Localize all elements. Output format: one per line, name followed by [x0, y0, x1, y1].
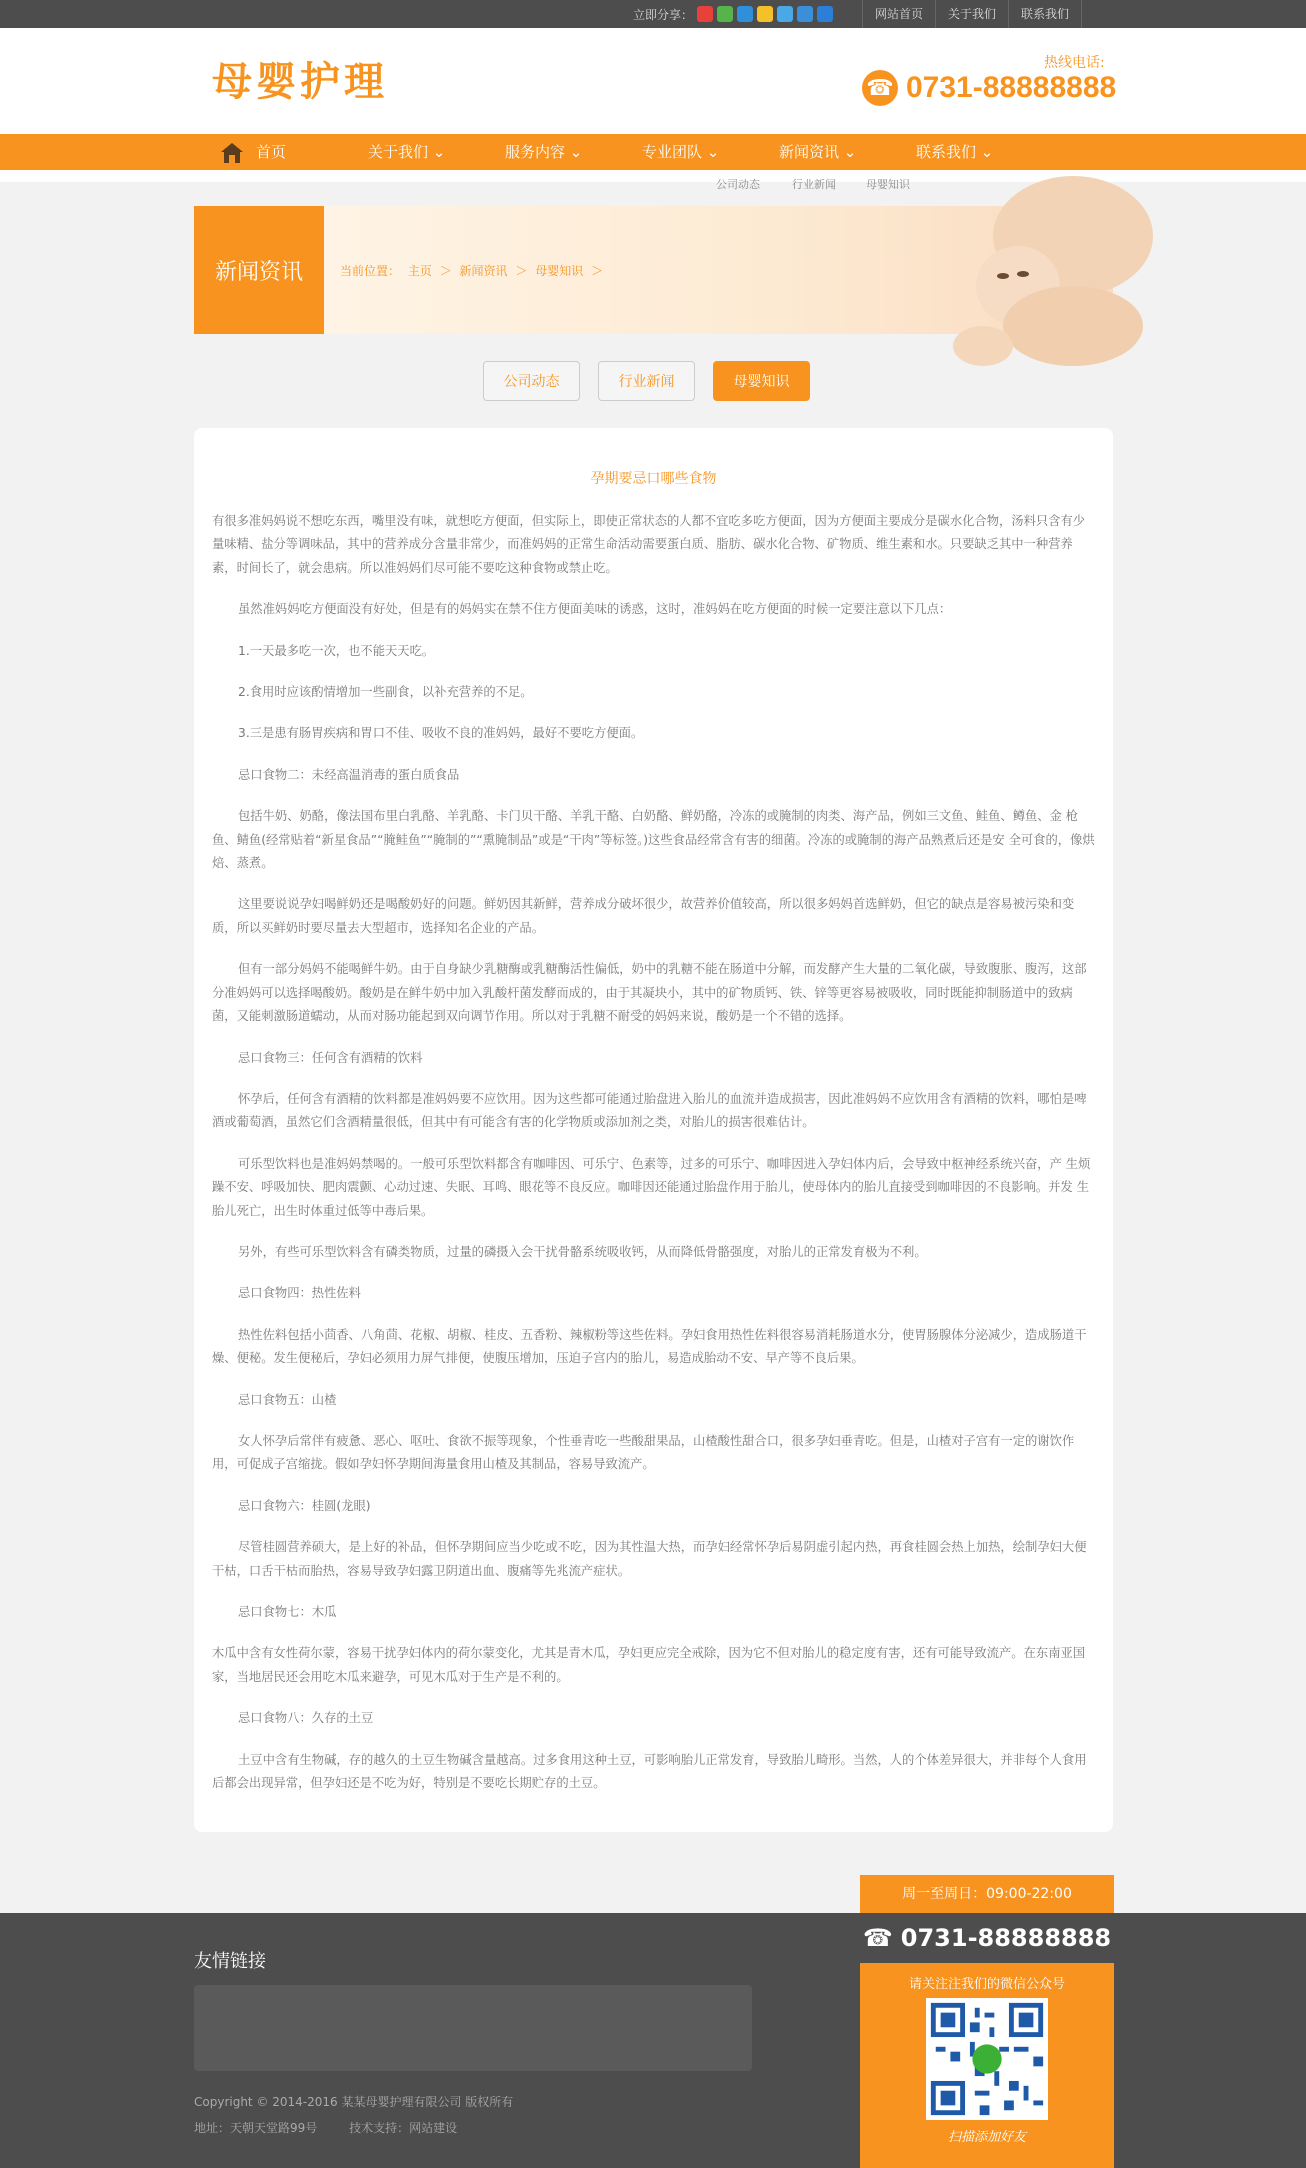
contact-phone-number: 0731-88888888 — [900, 1924, 1112, 1952]
top-links — [862, 0, 1082, 28]
top-bar — [0, 0, 1306, 28]
news-submenu — [0, 170, 1306, 191]
nav-home-label: 首页 — [256, 143, 287, 161]
article-paragraph: 忌口食物七：木瓜 — [238, 1605, 337, 1619]
article-paragraph: 另外，有些可乐型饮料含有磷类物质，过量的磷摄入会干扰骨骼系统吸收钙，从而降低骨骼强度，对胎儿的正常发育极为不利。 — [238, 1244, 927, 1259]
article-body — [212, 510, 1095, 1795]
article-paragraph: 包括牛奶、奶酪，像法国布里白乳酪、羊乳酪、卡门贝干酪、羊乳干酪、白奶酪、鲜奶酪，冷冻的或腌制的肉类、海产品，例如三文鱼、鲑鱼、鳟鱼、金 枪鱼、鲭鱼(经常贴着“新星食品”“腌鲑鱼”“腌制的”“熏腌制品”或是“干肉”等标签。)这些食品经常含有害的细菌。冷冻的或腌制的海产品熟煮后还是安 全可食的，像烘焙、蒸煮。 — [212, 809, 1095, 871]
top-link-about[interactable]: 关于我们 — [935, 0, 1008, 28]
main-nav — [0, 134, 1306, 170]
service-hours: 周一至周日：09:00-22:00 — [902, 1886, 1072, 1902]
article-paragraph: 土豆中含有生物碱，存的越久的土豆生物碱含量越高。过多食用这种土豆，可影响胎儿正常发育，导致胎儿畸形。当然，人的个体差异很大，并非每个人食用后都会出现异常，但孕妇还是不吃为好，特别是不要吃长期贮存的土豆。 — [212, 1752, 1087, 1791]
nav-services[interactable]: 服务内容 ⌄ — [505, 143, 583, 161]
share-bar — [633, 0, 833, 28]
article-paragraph: 虽然准妈妈吃方便面没有好处，但是有的妈妈实在禁不住方便面美味的诱惑，这时，准妈妈在吃方便面的时候一定要注意以下几点： — [238, 602, 952, 617]
article — [194, 428, 1113, 1832]
friend-links-title: 友情链接 — [194, 1951, 266, 1972]
qzone-icon[interactable] — [777, 6, 793, 22]
signature: 扫描添加好友 — [947, 2130, 1026, 2145]
breadcrumb-sep: ＞ — [439, 264, 452, 278]
hotline-label: 热线电话: — [1044, 55, 1105, 71]
breadcrumb-news[interactable]: 新闻资讯 — [459, 264, 508, 278]
article-paragraph: 可乐型饮料也是准妈妈禁喝的。一般可乐型饮料都含有咖啡因、可乐宁、色素等，过多的可乐宁、咖啡因进入孕妇体内后，会导致中枢神经系统兴奋，产 生烦躁不安、呼吸加快、肥肉震颤、心动过速、失眠、耳鸣、眼花等不良反应。咖啡因还能通过胎盘作用于胎儿，使母体内的胎儿直接受到咖啡因的不良影响。并发 生胎儿死亡，出生时体重过低等中毒后果。 — [212, 1156, 1091, 1218]
breadcrumb-knowledge[interactable]: 母婴知识 — [535, 264, 584, 278]
more-icon[interactable] — [817, 6, 833, 22]
tab-maternal-knowledge[interactable]: 母婴知识 — [713, 361, 810, 401]
breadcrumb-sep: ＞ — [515, 264, 528, 278]
pengyou-icon[interactable] — [797, 6, 813, 22]
copyright: Copyright © 2014-2016 某某母婴护理有限公司 版权所有 — [194, 2095, 514, 2109]
tab-industry-news[interactable]: 行业新闻 — [598, 361, 695, 401]
site-logo[interactable]: 母婴护理 — [212, 58, 388, 105]
wechat-qr-code — [926, 1998, 1048, 2120]
weibo-icon[interactable] — [697, 6, 713, 22]
submenu-industry-news[interactable]: 行业新闻 — [792, 178, 836, 191]
qq-icon[interactable] — [737, 6, 753, 22]
article-paragraph: 但有一部分妈妈不能喝鲜牛奶。由于自身缺少乳糖酶或乳糖酶活性偏低，奶中的乳糖不能在肠道中分解，而发酵产生大量的二氧化碳，导致腹胀、腹泻，这部分准妈妈可以选择喝酸奶。酸奶是在鲜牛奶中加入乳酸杆菌发酵而成的，由于其凝块小，其中的矿物质钙、铁、锌等更容易被吸收，同时既能抑制肠道中的致病 菌，又能刺激肠道蠕动，从而对肠功能起到双向调节作用。所以对于乳糖不耐受的妈妈来说，酸奶是一个不错的选择。 — [212, 962, 1087, 1024]
contact-phone — [860, 1913, 1114, 1963]
article-paragraph: 尽管桂圆营养硕大，是上好的补品，但怀孕期间应当少吃或不吃，因为其性温大热，而孕妇经常怀孕后易阴虚引起内热，再食桂圆会热上加热，绘制孕妇大便干枯，口舌干枯而胎热，容易导致孕妇露卫阴道出血、腹痛等先兆流产症状。 — [212, 1540, 1087, 1578]
nav-home[interactable] — [220, 134, 286, 170]
article-paragraph: 怀孕后，任何含有酒精的饮料都是准妈妈要不应饮用。因为这些都可能通过胎盘进入胎儿的血流并造成损害，因此准妈妈不应饮用含有酒精的饮料，哪怕是啤酒或葡萄酒，虽然它们含酒精量很低，但其中有可能含有害的化学物质或添加剂之类，对胎儿的损害很难估计。 — [212, 1091, 1087, 1130]
article-title: 孕期要忌口哪些食物 — [590, 471, 717, 487]
article-paragraph: 2.食用时应该酌情增加一些副食，以补充营养的不足。 — [238, 685, 533, 700]
page-banner — [194, 206, 1113, 334]
nav-team[interactable]: 专业团队 ⌄ — [642, 143, 720, 161]
breadcrumb — [340, 262, 607, 279]
article-paragraph: 热性佐料包括小茴香、八角茴、花椒、胡椒、桂皮、五香粉、辣椒粉等这些佐料。孕妇食用热性佐料很容易消耗肠道水分，使胃肠腺体分泌减少，造成肠道干燥、便秘。发生便秘后，孕妇必须用力屏气排便，使腹压增加，压迫子宫内的胎儿，易造成胎动不安、早产等不良后果。 — [212, 1327, 1087, 1366]
article-paragraph: 忌口食物八：久存的土豆 — [238, 1711, 374, 1726]
header — [0, 28, 1306, 134]
article-paragraph: 忌口食物二：未经高温消毒的蛋白质食品 — [238, 767, 460, 782]
article-paragraph: 女人怀孕后常伴有疲惫、恶心、呕吐、食欲不振等现象，个性垂青吃一些酸甜果品，山楂酸性甜合口，很多孕妇垂青吃。但是，山楂对子宫有一定的谢饮作用，可促成子宫缩拢。假如孕妇怀孕期间海量食用山楂及其制品，容易导致流产。 — [212, 1433, 1075, 1472]
article-paragraph: 3.三是患有肠胃疾病和胃口不佳、吸收不良的准妈妈，最好不要吃方便面。 — [238, 726, 644, 741]
nav-about[interactable]: 关于我们 ⌄ — [368, 143, 446, 161]
footer-support[interactable]: 技术支持：网站建设 — [349, 2121, 458, 2135]
wechat-icon[interactable] — [717, 6, 733, 22]
top-link-home[interactable]: 网站首页 — [862, 0, 935, 28]
breadcrumb-label: 当前位置： — [340, 264, 401, 278]
friend-links-box — [194, 1985, 752, 2071]
article-paragraph: 这里要说说孕妇喝鲜奶还是喝酸奶好的问题。鲜奶因其新鲜，营养成分破坏很少，故营养价值较高，所以很多妈妈首选鲜奶，但它的缺点是容易被污染和变质，所以买鲜奶时要尽量去大型超市，选择知名企业的产品。 — [212, 897, 1075, 935]
baby-photo — [923, 196, 1123, 356]
share-label: 立即分享： — [633, 7, 694, 22]
article-paragraph: 忌口食物三：任何含有酒精的饮料 — [238, 1050, 423, 1065]
nav-news[interactable]: 新闻资讯 ⌄ — [779, 143, 857, 161]
top-link-contact[interactable]: 联系我们 — [1008, 0, 1082, 28]
article-paragraph: 忌口食物六：桂圆(龙眼) — [238, 1498, 371, 1513]
article-paragraph: 1.一天最多吃一次，也不能天天吃。 — [238, 643, 435, 658]
article-paragraph: 忌口食物五：山楂 — [238, 1392, 337, 1407]
banner-title: 新闻资讯 — [194, 206, 324, 334]
phone-icon: ☎ — [862, 70, 898, 106]
article-paragraph: 木瓜中含有女性荷尔蒙，容易干扰孕妇体内的荷尔蒙变化，尤其是青木瓜，孕妇更应完全戒除，因为它不但对胎儿的稳定度有害，还有可能导致流产。在东南亚国家，当地居民还会用吃木瓜来避孕，可见木瓜对于生产是不利的。 — [212, 1646, 1086, 1684]
footer-info — [194, 2119, 485, 2136]
wechat-label: 请关注注我们的微信公众号 — [908, 1977, 1065, 1992]
star-icon[interactable] — [757, 6, 773, 22]
breadcrumb-sep: ＞ — [591, 264, 604, 278]
hotline-number: 0731-88888888 — [906, 71, 1117, 104]
article-paragraph: 忌口食物四：热性佐料 — [238, 1286, 361, 1301]
submenu-company-news[interactable]: 公司动态 — [716, 178, 760, 191]
submenu-maternal-knowledge[interactable]: 母婴知识 — [866, 178, 910, 191]
tab-company-news[interactable]: 公司动态 — [483, 361, 580, 401]
hotline — [862, 70, 1116, 106]
footer-address: 地址：天朝天堂路99号 — [194, 2121, 318, 2135]
home-icon — [220, 142, 244, 164]
nav-contact[interactable]: 联系我们 ⌄ — [916, 143, 994, 161]
article-paragraph: 有很多准妈妈说不想吃东西，嘴里没有味，就想吃方便面，但实际上，即使正常状态的人都不宜吃多吃方便面，因为方便面主要成分是碳水化合物，汤料只含有少量味精、盐分等调味品，其中的营养成分含量非常少，而准妈妈的正常生命活动需要蛋白质、脂肪、碳水化合物、矿物质、维生素和水。只要缺乏其中一种营养素，时间长了，就会患病。所以准妈妈们尽可能不要吃这种食物或禁止吃。 — [212, 514, 1086, 575]
contact-panel — [860, 1875, 1114, 2168]
phone-icon: ☎ — [862, 1924, 893, 1952]
breadcrumb-home[interactable]: 主页 — [407, 264, 432, 278]
